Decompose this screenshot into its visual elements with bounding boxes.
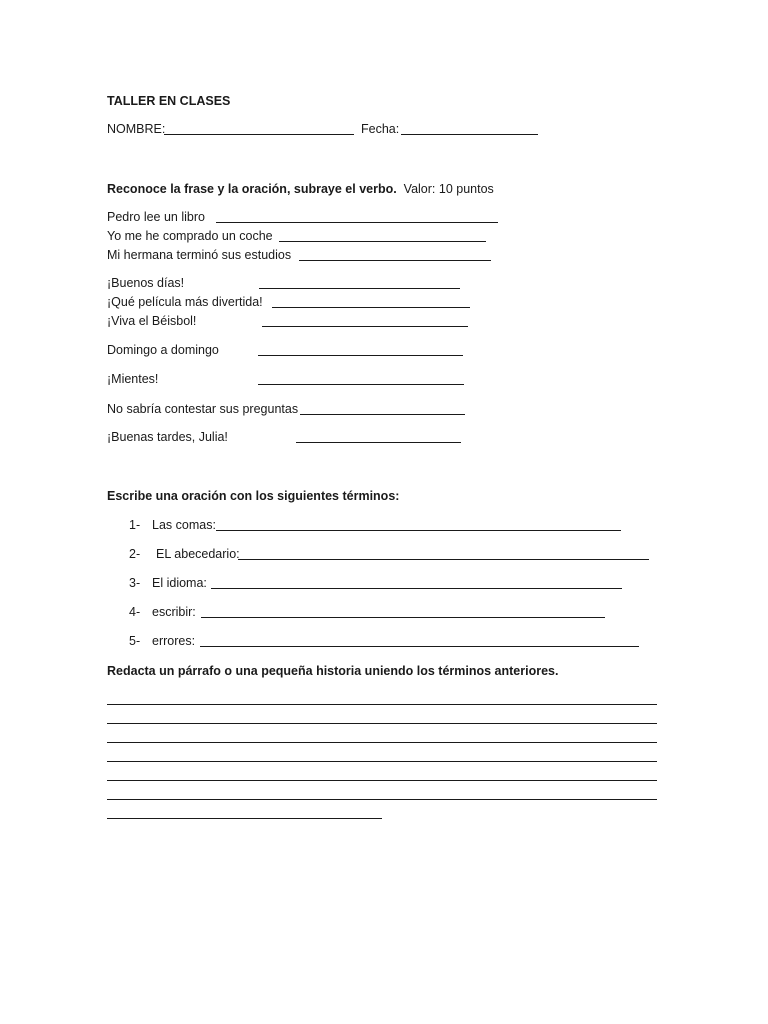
paragraph-line-2[interactable] [107,723,657,724]
term-answer-line-3[interactable] [211,588,622,589]
term-number-3: 3- [129,576,141,590]
paragraph-line-1[interactable] [107,704,657,705]
sentence-item-1: Pedro lee un libro [107,210,205,224]
paragraph-line-7[interactable] [107,818,382,819]
term-answer-line-5[interactable] [200,646,639,647]
term-label-3: El idioma: [152,576,207,590]
term-number-2: 2- [129,547,141,561]
sentence-item-8: ¡Mientes! [107,372,159,386]
sentence-item-6: ¡Viva el Béisbol! [107,314,197,328]
answer-line-6[interactable] [262,326,468,327]
sentence-item-9: No sabría contestar sus preguntas [107,402,299,416]
answer-line-7[interactable] [258,355,463,356]
page-title: TALLER EN CLASES [107,94,231,108]
term-number-4: 4- [129,605,141,619]
date-field-line[interactable] [401,134,538,135]
sentence-item-3: Mi hermana terminó sus estudios [107,248,292,262]
paragraph-line-5[interactable] [107,780,657,781]
term-label-4: escribir: [152,605,196,619]
term-label-2: EL abecedario: [156,547,240,561]
term-answer-line-4[interactable] [201,617,605,618]
section1-instruction: Reconoce la frase y la oración, subraye el verbo. [107,182,397,196]
section1-instruction-row [107,181,494,197]
paragraph-line-4[interactable] [107,761,657,762]
term-answer-line-1[interactable] [216,530,621,531]
paragraph-line-3[interactable] [107,742,657,743]
answer-line-10[interactable] [296,442,461,443]
term-answer-line-2[interactable] [238,559,649,560]
section1-value: Valor: 10 puntos [403,182,494,196]
sentence-item-7: Domingo a domingo [107,343,219,357]
answer-line-9[interactable] [300,414,465,415]
term-label-1: Las comas: [152,518,216,532]
date-label: Fecha: [361,122,400,136]
section2-instruction: Escribe una oración con los siguientes términos: [107,489,400,503]
answer-line-2[interactable] [279,241,486,242]
sentence-item-4: ¡Buenos días! [107,276,185,290]
name-label: NOMBRE: [107,122,166,136]
answer-line-3[interactable] [299,260,491,261]
sentence-item-2: Yo me he comprado un coche [107,229,273,243]
answer-line-5[interactable] [272,307,470,308]
term-label-5: errores: [152,634,196,648]
sentence-item-5: ¡Qué película más divertida! [107,295,263,309]
term-number-5: 5- [129,634,141,648]
sentence-item-10: ¡Buenas tardes, Julia! [107,430,228,444]
section3-instruction: Redacta un párrafo o una pequeña historia uniendo los términos anteriores. [107,664,559,678]
answer-line-1[interactable] [216,222,498,223]
answer-line-8[interactable] [258,384,464,385]
answer-line-4[interactable] [259,288,460,289]
paragraph-line-6[interactable] [107,799,657,800]
name-field-line[interactable] [164,134,354,135]
term-number-1: 1- [129,518,141,532]
